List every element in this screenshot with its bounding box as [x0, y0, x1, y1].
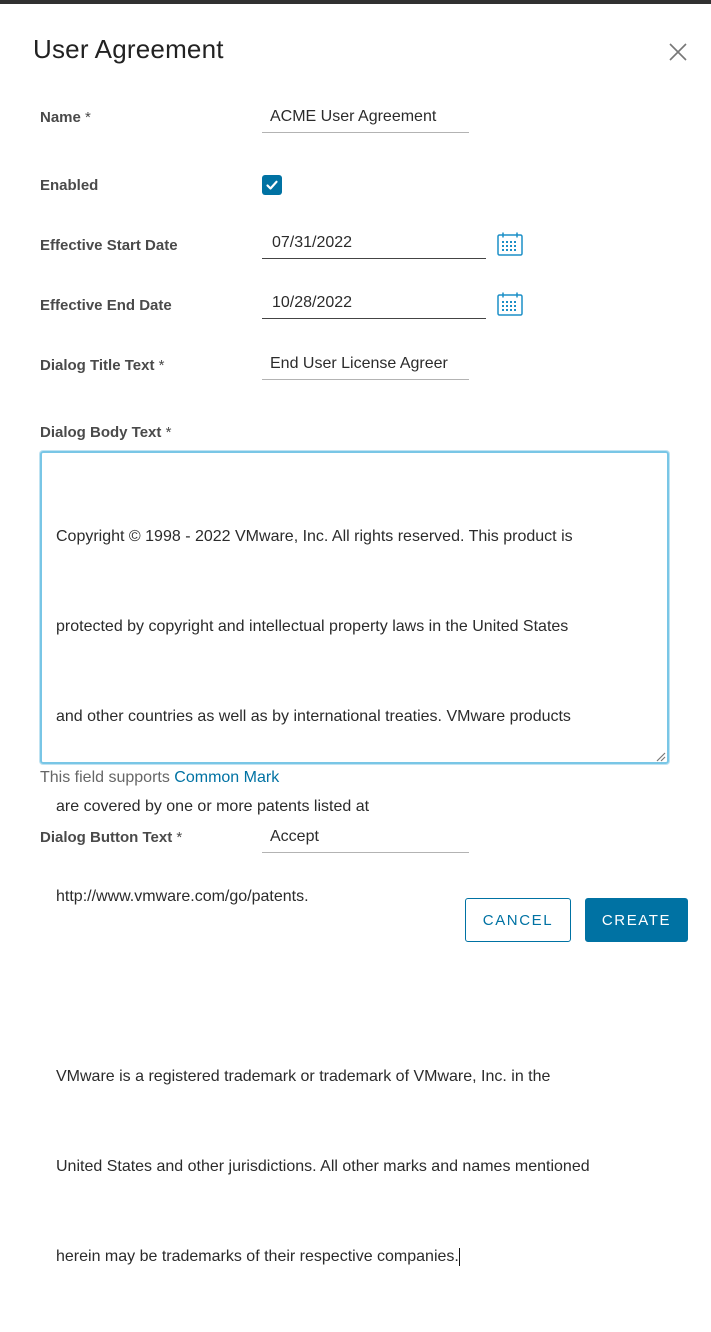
dialog-button-text-label	[40, 829, 182, 846]
dialog-title-text-input[interactable]: End User License Agreer	[262, 350, 469, 380]
dialog-button-text-label-text: Dialog Button Text	[40, 829, 173, 846]
required-marker: *	[158, 357, 165, 374]
required-marker: *	[85, 109, 91, 126]
body-line: VMware is a registered trademark or trademark of VMware, Inc. in the	[56, 1068, 551, 1085]
hint-text: This field supports	[40, 769, 170, 786]
end-date-input[interactable]: 10/28/2022	[262, 289, 486, 319]
close-icon[interactable]	[666, 40, 690, 64]
body-line: Copyright © 1998 - 2022 VMware, Inc. All rights reserved. This product is	[56, 528, 573, 545]
end-date-label: Effective End Date	[40, 297, 172, 314]
name-input[interactable]: ACME User Agreement	[262, 103, 469, 133]
cancel-button[interactable]: CANCEL	[465, 898, 571, 942]
body-line: protected by copyright and intellectual property laws in the United States	[56, 618, 569, 635]
dialog-button-text-input[interactable]: Accept	[262, 823, 469, 853]
dialog-title: User Agreement	[33, 34, 224, 64]
name-label-text: Name	[40, 109, 81, 126]
checkmark-icon	[262, 175, 282, 195]
dialog-body-text-label-text: Dialog Body Text	[40, 424, 162, 441]
name-label	[40, 109, 91, 126]
body-line: herein may be trademarks of their respective companies.	[56, 1248, 459, 1265]
calendar-icon[interactable]	[496, 231, 524, 257]
required-marker: *	[165, 424, 172, 441]
common-mark-hint	[40, 769, 279, 787]
body-line	[56, 972, 653, 1002]
dialog-body-text-label	[40, 424, 171, 441]
enabled-checkbox[interactable]	[262, 175, 282, 195]
user-agreement-dialog	[0, 4, 711, 1265]
text-cursor	[459, 1248, 460, 1266]
body-line: http://www.vmware.com/go/patents.	[56, 888, 309, 905]
resize-handle-icon[interactable]	[654, 749, 666, 761]
body-line: and other countries as well as by international treaties. VMware products	[56, 708, 571, 725]
common-mark-link[interactable]: Common Mark	[174, 769, 280, 786]
required-marker: *	[176, 829, 183, 846]
body-line: United States and other jurisdictions. All other marks and names mentioned	[56, 1158, 590, 1175]
dialog-title-text-label	[40, 357, 164, 374]
enabled-label: Enabled	[40, 177, 99, 194]
create-button[interactable]: CREATE	[585, 898, 688, 942]
dialog-title-text-label-text: Dialog Title Text	[40, 357, 155, 374]
body-line-last	[56, 1242, 653, 1272]
start-date-input[interactable]: 07/31/2022	[262, 229, 486, 259]
body-line: are covered by one or more patents listed at	[56, 798, 370, 815]
start-date-label: Effective Start Date	[40, 237, 178, 254]
calendar-icon[interactable]	[496, 291, 524, 317]
